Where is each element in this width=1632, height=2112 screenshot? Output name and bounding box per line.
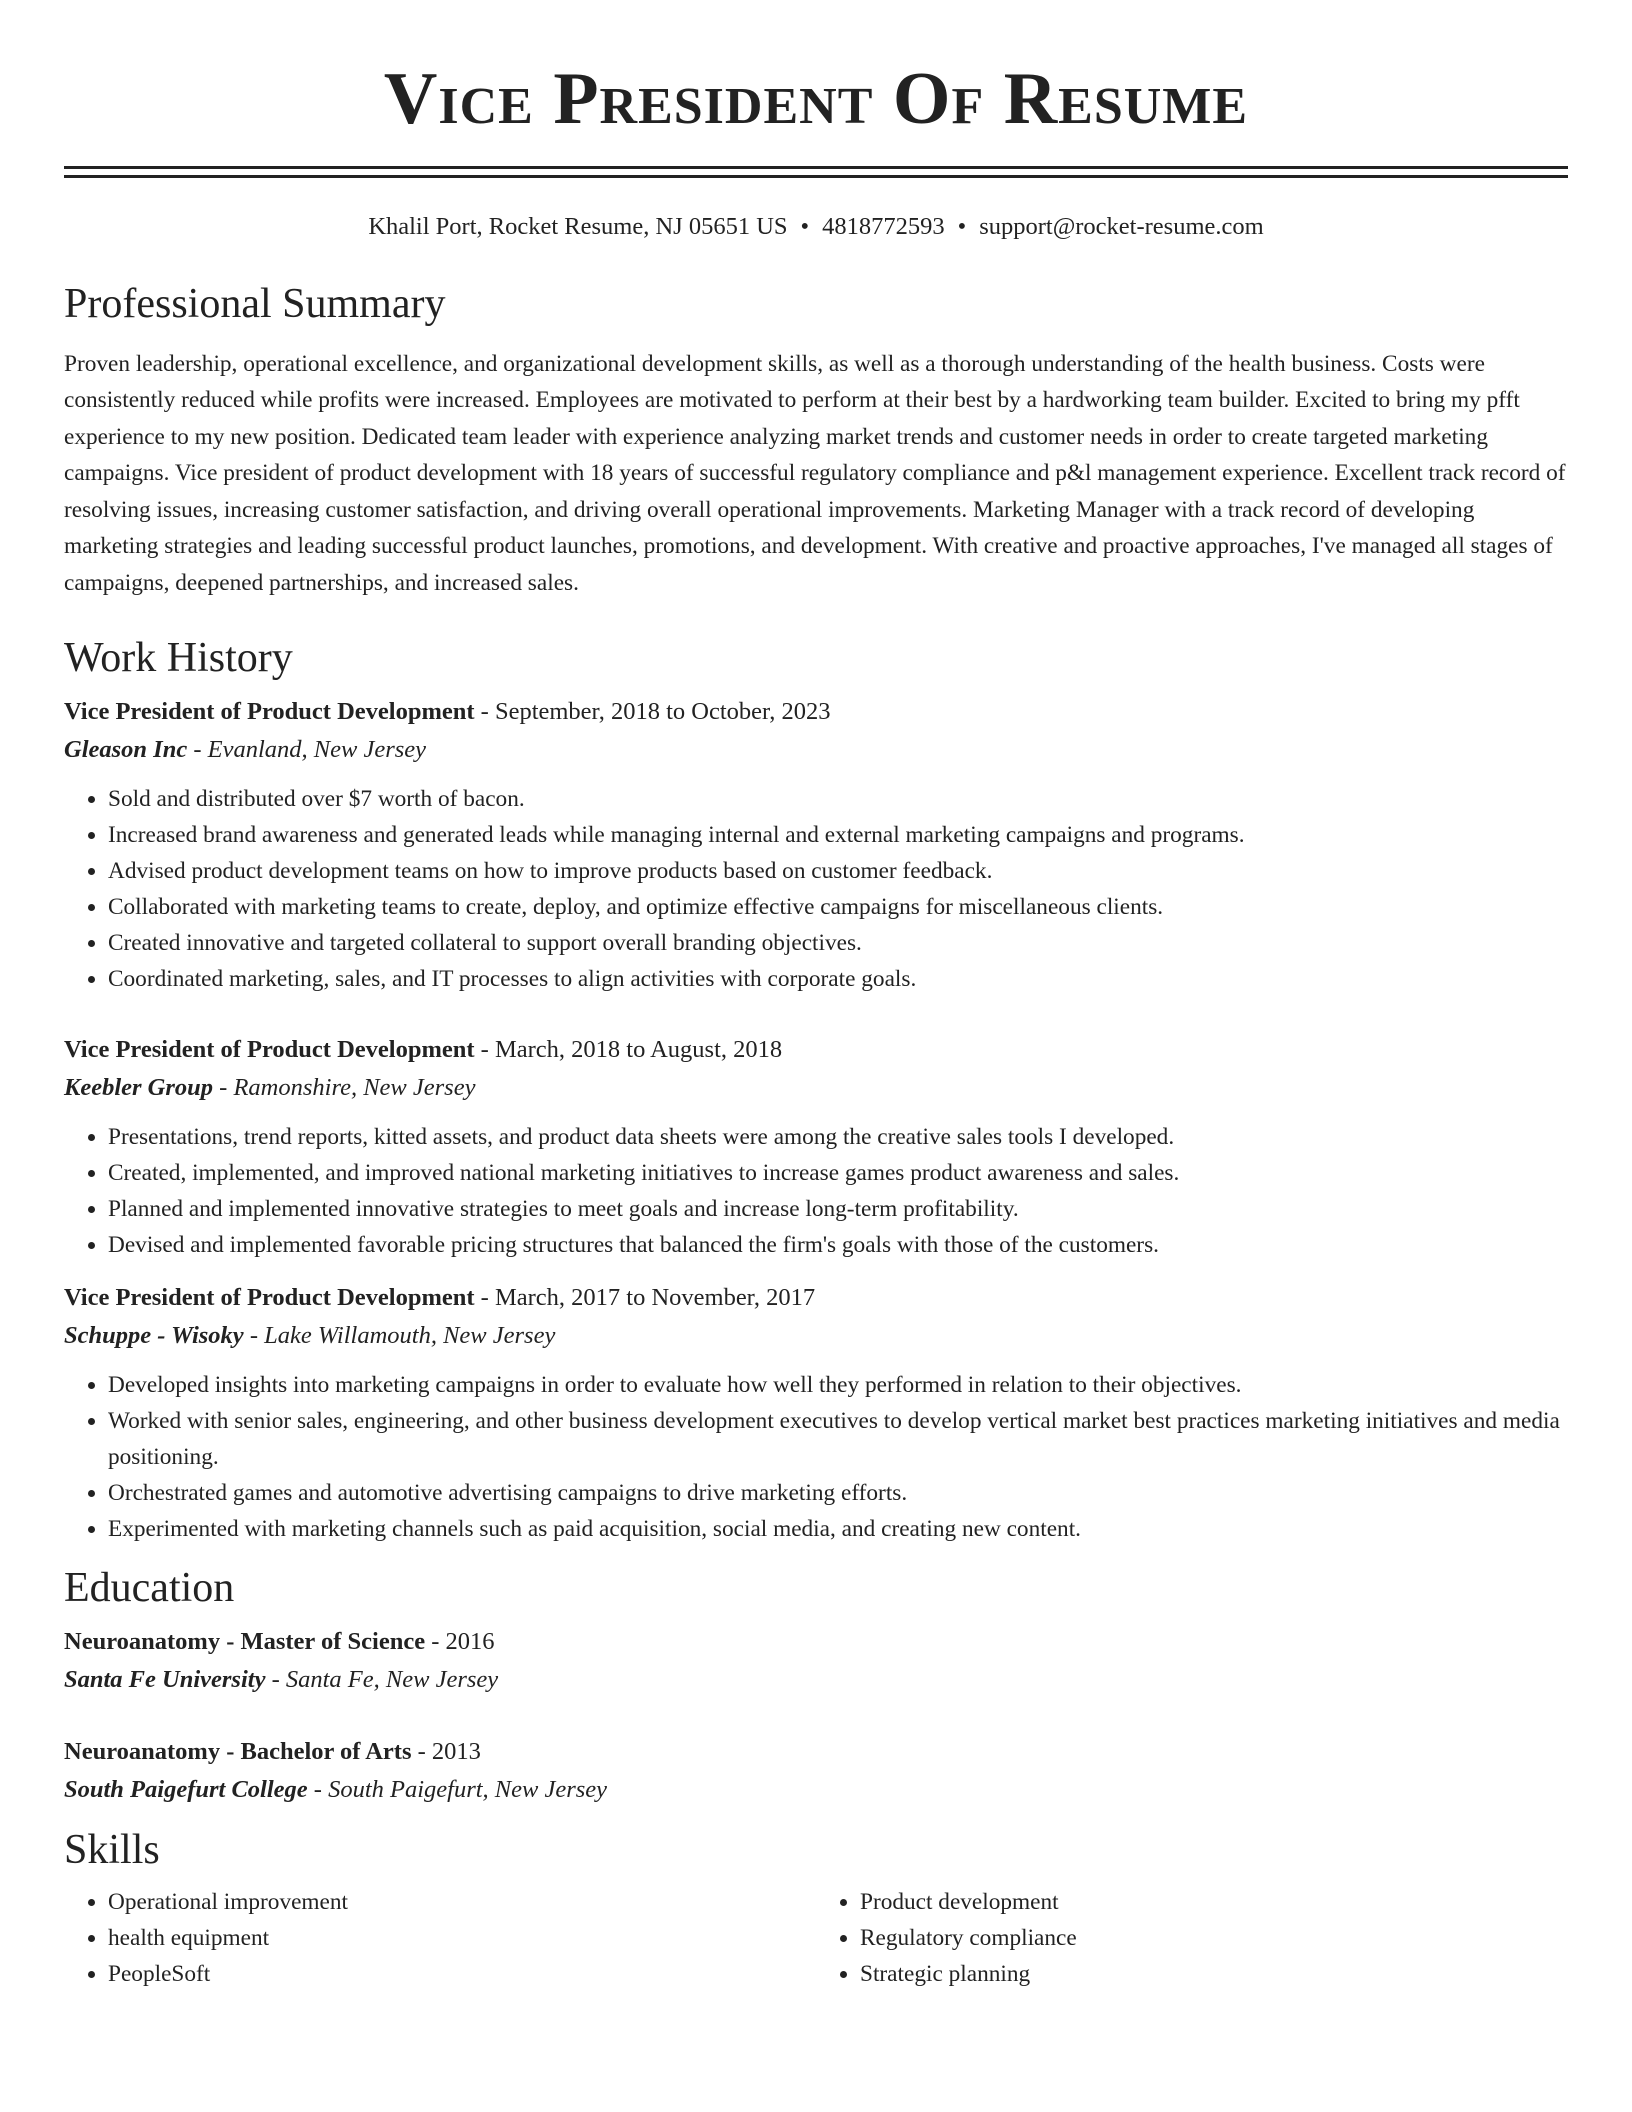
job-location: - Ramonshire, New Jersey: [219, 1074, 476, 1102]
list-item: • Devised and implemented favorable pricing structures that balanced the firm's goals with those of the customers.: [108, 1227, 1568, 1263]
education-heading: Education: [64, 1565, 235, 1612]
education-year: - 2013: [417, 1738, 481, 1766]
list-item: • Presentations, trend reports, kitted assets, and product data sheets were among the creative sales tools I developed.: [108, 1119, 1568, 1155]
contact-address: Khalil Port, Rocket Resume, NJ 05651 US: [368, 213, 788, 240]
contact-separator: •: [800, 213, 810, 240]
education-location: - Santa Fe, New Jersey: [271, 1666, 499, 1694]
education-school-line: [64, 1661, 1568, 1699]
education-entry: [64, 1623, 1568, 1699]
job-title-line: [64, 693, 1568, 731]
education-entry: [64, 1733, 1568, 1809]
list-item: • Sold and distributed over $7 worth of bacon.: [108, 781, 1568, 817]
list-item: • Product development: [860, 1884, 1568, 1920]
job-bullets: [64, 781, 1568, 997]
job-title-line: [64, 1279, 1568, 1317]
contact-line: [64, 212, 1568, 241]
title-divider-top: [64, 166, 1568, 169]
list-item: • Experimented with marketing channels such as paid acquisition, social media, and creating new content.: [108, 1511, 1568, 1547]
skills-column-right: [816, 1884, 1568, 1992]
job-title: Vice President of Product Development: [64, 1036, 475, 1064]
list-item: • Strategic planning: [860, 1956, 1568, 1992]
job-company-line: [64, 1069, 1568, 1107]
education-year: - 2016: [431, 1628, 495, 1656]
list-item: • Coordinated marketing, sales, and IT processes to align activities with corporate goals.: [108, 961, 1568, 997]
job-location: - Lake Willamouth, New Jersey: [249, 1322, 556, 1350]
education-degree: Neuroanatomy - Master of Science: [64, 1628, 426, 1656]
job-entry: [64, 693, 1568, 997]
education-school: South Paigefurt College: [64, 1776, 308, 1804]
contact-separator: •: [957, 213, 967, 240]
job-title-line: [64, 1031, 1568, 1069]
education-degree-line: [64, 1623, 1568, 1661]
list-item: • Increased brand awareness and generated leads while managing internal and external marketing campaigns and programs.: [108, 817, 1568, 853]
skills-column-left: [64, 1884, 816, 1992]
summary-text: Proven leadership, operational excellence, and organizational development skills, as well as a thorough understanding of the health business. Costs were consistently reduced while profits were increased. Employees are motivated to perform at their best by a hardworking team builder. Excited to bring my pfft experience to my new position. Dedicated team leader with experience analyzing market trends and customer needs in order to create targeted marketing campaigns. Vice president of product development with 18 years of successful regulatory compliance and p&l management experience. Excellent track record of resolving issues, increasing customer satisfaction, and driving overall operational improvements. Marketing Manager with a track record of developing marketing strategies and leading successful product launches, promotions, and development. With creative and proactive approaches, I've managed all stages of campaigns, deepened partnerships, and increased sales.: [64, 350, 1566, 596]
job-location: - Evanland, New Jersey: [193, 736, 427, 764]
job-dates: - March, 2017 to November, 2017: [480, 1284, 816, 1312]
job-bullets: [64, 1119, 1568, 1263]
title-divider-bottom: [64, 175, 1568, 178]
list-item: • Operational improvement: [108, 1884, 816, 1920]
summary-heading: Professional Summary: [64, 281, 446, 328]
education-school: Santa Fe University: [64, 1666, 266, 1694]
skills-list: [64, 1884, 1568, 1992]
job-title: Vice President of Product Development: [64, 1284, 475, 1312]
job-entry: [64, 1279, 1568, 1547]
list-item: • Regulatory compliance: [860, 1920, 1568, 1956]
education-degree-line: [64, 1733, 1568, 1771]
skills-heading: Skills: [64, 1827, 160, 1874]
resume-title: Vice President Of Resume: [383, 58, 1249, 140]
list-item: • Developed insights into marketing campaigns in order to evaluate how well they performed in relation to their objectives.: [108, 1367, 1568, 1403]
work-history-heading: Work History: [64, 635, 293, 682]
list-item: • Advised product development teams on how to improve products based on customer feedback.: [108, 853, 1568, 889]
job-title: Vice President of Product Development: [64, 698, 475, 726]
job-company-line: [64, 731, 1568, 769]
list-item: • Created innovative and targeted collateral to support overall branding objectives.: [108, 925, 1568, 961]
job-entry: [64, 1031, 1568, 1263]
job-bullets: [64, 1367, 1568, 1547]
education-location: - South Paigefurt, New Jersey: [313, 1776, 608, 1804]
job-company-line: [64, 1317, 1568, 1355]
job-company: Keebler Group: [64, 1074, 214, 1102]
list-item: • Worked with senior sales, engineering, and other business development executives to develop vertical market best practices marketing initiatives and media positioning.: [108, 1403, 1568, 1475]
list-item: • health equipment: [108, 1920, 816, 1956]
job-company: Gleason Inc: [64, 736, 188, 764]
education-school-line: [64, 1771, 1568, 1809]
list-item: • PeopleSoft: [108, 1956, 816, 1992]
contact-email: support@rocket-resume.com: [979, 213, 1264, 240]
list-item: • Created, implemented, and improved national marketing initiatives to increase games product awareness and sales.: [108, 1155, 1568, 1191]
education-degree: Neuroanatomy - Bachelor of Arts: [64, 1738, 412, 1766]
job-company: Schuppe - Wisoky: [64, 1322, 244, 1350]
list-item: • Planned and implemented innovative strategies to meet goals and increase long-term profitability.: [108, 1191, 1568, 1227]
list-item: • Collaborated with marketing teams to create, deploy, and optimize effective campaigns for miscellaneous clients.: [108, 889, 1568, 925]
list-item: • Orchestrated games and automotive advertising campaigns to drive marketing efforts.: [108, 1475, 1568, 1511]
job-dates: - September, 2018 to October, 2023: [480, 698, 831, 726]
job-dates: - March, 2018 to August, 2018: [480, 1036, 783, 1064]
contact-phone: 4818772593: [822, 213, 945, 240]
